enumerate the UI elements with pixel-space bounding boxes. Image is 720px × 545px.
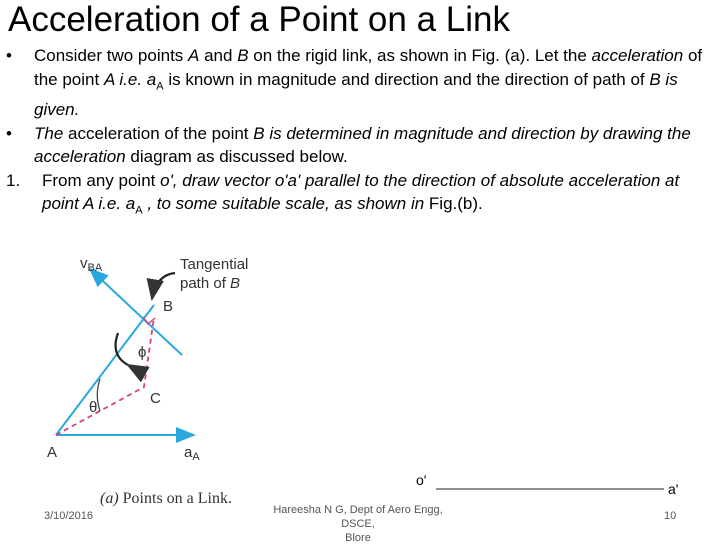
figure-caption: (a) Points on a Link. — [100, 490, 232, 507]
label-a-a: $a_A$ — [184, 444, 200, 463]
bullet-item — [6, 44, 706, 122]
link-figure — [30, 245, 310, 520]
number-marker: 1. — [6, 170, 21, 190]
footer-date: 3/10/2016 — [44, 510, 93, 522]
label-tangential: Tangential — [180, 256, 249, 273]
numbered-item — [6, 169, 706, 223]
vector-o-a-line — [436, 484, 664, 494]
bullet-marker: • — [6, 46, 12, 65]
label-v-ba: $v_{BA}$ — [80, 255, 103, 274]
label-point-c: C — [150, 390, 161, 407]
label-point-a: A — [47, 444, 58, 461]
vector-start-label: o' — [416, 472, 427, 488]
vector-end-label: a' — [668, 481, 679, 497]
tangential-pointer-arrow — [152, 273, 175, 299]
footer-author — [258, 503, 458, 545]
bullet-text: Consider two points A and B on the rigid link, as shown in Fig. (a). Let the acceleration of the point A i.e. $a_A$ is known in magnitude and direction and the direction of path of B is given. — [34, 46, 703, 120]
footer-page-number: 10 — [664, 510, 677, 522]
label-point-b: B — [163, 298, 174, 315]
footer-author-line: Blore — [345, 532, 371, 544]
label-path-of-b: path of B — [180, 275, 241, 292]
numbered-text: From any point o', draw vector o'a' parallel to the direction of absolute acceleration at point A i.e. $a_A$ , to some suitable scale, as shown in Fig.(b). — [42, 170, 680, 217]
dashed-construction-line — [56, 317, 154, 435]
link-line — [56, 305, 154, 435]
footer-author-line: Hareesha N G, Dept of Aero Engg, DSCE, — [273, 504, 443, 530]
label-phi: ϕ — [138, 344, 147, 361]
bullet-item — [6, 122, 706, 169]
slide-title: Acceleration of a Point on a Link — [8, 0, 510, 39]
bullet-marker: • — [6, 123, 12, 143]
bullet-list — [6, 44, 706, 223]
bullet-text: The acceleration of the point B is determined in magnitude and direction by drawing the acceleration diagram as discussed below. — [34, 123, 691, 167]
label-theta: θ — [89, 399, 98, 416]
theta-arc — [97, 379, 100, 411]
